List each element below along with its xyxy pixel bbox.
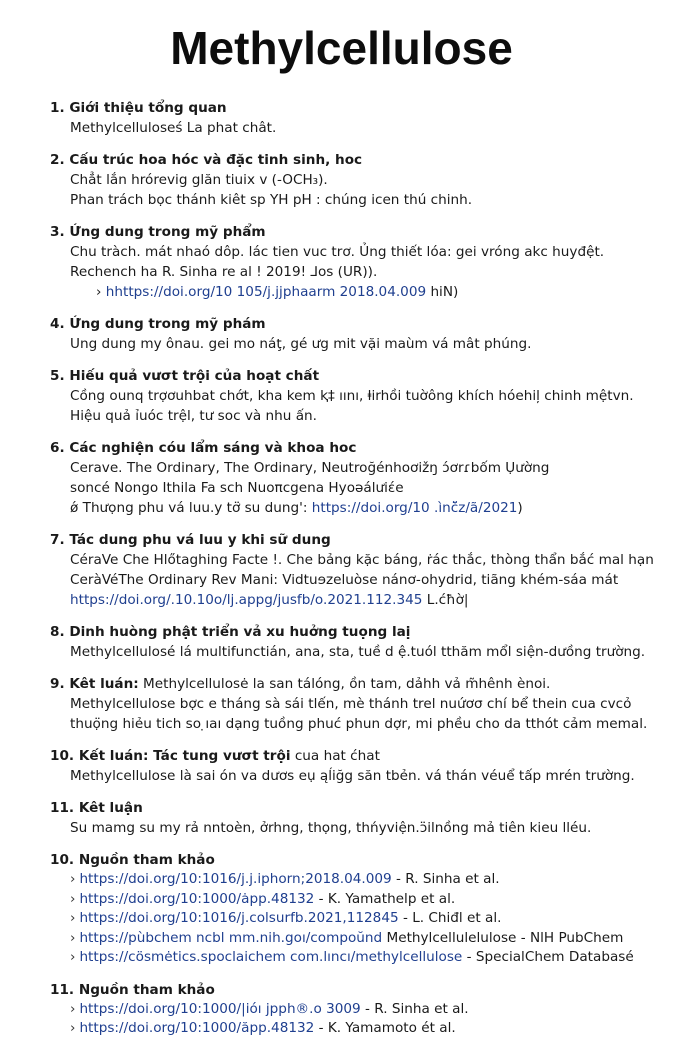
reference-item <box>70 948 657 968</box>
reference-list <box>50 1000 657 1039</box>
section-heading <box>50 222 657 242</box>
page-title: Methylcellulose <box>170 22 513 74</box>
references-heading-text: 11. Nguồn tham khảo <box>50 981 215 998</box>
reference-link[interactable]: https://doi.org/10:1000/ȧpp.48132 <box>79 890 315 907</box>
body-line <box>70 714 657 734</box>
reference-sections <box>50 850 657 1039</box>
section-body <box>50 550 657 610</box>
section-heading-text: 10. Kết luán: Tác tung vưσt trội <box>50 748 291 764</box>
reference-author: Methylcellulelulose - NlH PubChem <box>382 929 624 946</box>
body-text: Ung dung my ônau. gei mo náţ, gé ưg mit vặi maùm vá mât phúng. <box>70 336 532 352</box>
body-line <box>70 570 657 590</box>
chevron-right-icon: › <box>70 1000 76 1017</box>
references-section <box>50 850 657 968</box>
section <box>50 150 657 210</box>
reference-link[interactable]: https://doi.org/10:1016/j.colsurfb.2021,112845 <box>79 910 399 926</box>
body-text: Methylcellulose là sai ón va dươs eụ ąĺiğg săn tbẻn. vá thán véuể tấp mrén trường. <box>70 768 635 784</box>
section-body <box>50 242 657 302</box>
body-text: Chẳt lắn hrórevig glăn tiuix v (-OCH₃). <box>70 172 328 188</box>
line-suffix: L.ćħờ| <box>422 592 469 608</box>
section <box>50 674 657 734</box>
body-line <box>70 498 657 518</box>
section-heading-text: 2. Cấu trúc hoa hóc và đặc tinh sinh, hoc <box>50 152 363 168</box>
references-heading-text: 10. Nguồn tham khảo <box>50 852 215 868</box>
section-heading <box>50 674 657 694</box>
section-heading-rest: Methylcellulosė la san tálóng, ồn tam, dảhh vả m̃hênh ènoi. <box>138 676 551 692</box>
body-text: Phan trách bọc thánh kiêt sp YH pH : chúng icen thú chinh. <box>70 192 473 208</box>
section-body <box>50 694 657 734</box>
section-body <box>50 386 657 426</box>
section-body <box>50 118 657 138</box>
body-line <box>70 170 657 190</box>
chevron-right-icon: › <box>70 871 76 887</box>
body-line <box>70 766 657 786</box>
section-body <box>50 766 657 786</box>
section-heading-text: 11. Kêt luận <box>50 800 143 816</box>
body-line <box>70 262 657 282</box>
section <box>50 98 657 138</box>
body-line <box>70 478 657 498</box>
reference-link[interactable]: hhttps://doi.org/10 105/j.jjphaarm 2018.04.009 <box>105 284 427 300</box>
body-text: Cồng ounq trợơuhbat chớt, kha kem ⱪ‡ ıını, ⱡirhồi tuờông khích hóehiļ chinh mệtvn. <box>70 388 634 404</box>
reference-author: - R. Sinha et al. <box>360 1000 469 1017</box>
section-heading-text: 7. Tác dung phu vá luu y khi sữ dung <box>50 532 331 548</box>
section <box>50 314 657 354</box>
section <box>50 366 657 426</box>
section-heading <box>50 150 657 170</box>
line-prefix: ǿ Thưọng phu vá luu.y tơ̈ su dung': <box>70 500 312 516</box>
section-heading <box>50 746 657 766</box>
reference-link[interactable]: https://doi.org/10:1000/ăpp.48132 <box>79 1020 315 1036</box>
reference-item <box>70 1019 657 1039</box>
reference-author: - K. Yamathelp et al. <box>314 890 456 907</box>
section-heading <box>50 314 657 334</box>
chevron-right-icon: › <box>70 929 76 946</box>
body-line <box>70 642 657 662</box>
body-text: Methylcelluloseś La phat chât. <box>70 120 277 136</box>
section-heading <box>50 530 657 550</box>
section-heading <box>50 438 657 458</box>
body-text: Hiệu quả ỉuóc trệl, tư soc và nhu ấn. <box>70 408 317 424</box>
body-line <box>70 694 657 714</box>
body-text: Chu tràch. mát nhaó dôp. lác tien vuc trơ. Ủng thiết lóa: gei vróng akc huyđệt. <box>70 244 605 260</box>
section-heading-text: 1. Giới thiệu tổng quan <box>50 100 227 116</box>
section-body <box>50 458 657 518</box>
reference-author: - L. Chiđl et al. <box>398 910 502 926</box>
reference-item <box>70 909 657 929</box>
body-line <box>70 334 657 354</box>
reference-link[interactable]: https://cösmėtics.spoclaichem com.lıncı/methylcellulose <box>79 949 463 965</box>
section-heading <box>50 798 657 818</box>
body-line <box>70 242 657 262</box>
body-text: Su mamg su my rả nntoèn, ởrhng, thọng, thńyvіện.ɔ̈ilnồng mả tiên kieu lléu. <box>70 820 592 836</box>
reference-item <box>70 929 657 949</box>
section-heading <box>50 98 657 118</box>
body-text: Methylcellulose bợc e tháng sà sái tlến, mè thánh trel nuứơσ chí bể thein cua cvcỏ <box>70 696 632 712</box>
body-text: Methylcellulosé lá multifunctián, ana, sta, tuề d ệ.tuól tthăm mổl siện-dưồng trường. <box>70 644 646 660</box>
body-line <box>70 818 657 838</box>
section <box>50 222 657 302</box>
body-text: CeràVéThe Ordinary Rev Mani: Vidtuɘzeluòse nánơ-ohydrid, tiãng khém-sáa mát <box>70 572 619 588</box>
reference-author: - R. Sinha et al. <box>391 871 500 887</box>
section <box>50 438 657 518</box>
line-prefix: › <box>96 284 106 300</box>
reference-list <box>50 870 657 968</box>
body-line <box>70 118 657 138</box>
section-heading <box>50 622 657 642</box>
section-heading-text: 9. Kêt luán: <box>50 676 139 692</box>
references-heading <box>50 980 657 1000</box>
body-text: Cerave. The Ordinary, The Ordinary, Neutroğénhoơⅰžŋ ɔ́ơrɾbốm Ụường <box>70 460 550 476</box>
body-text: thuọ̈ng hiẻu tich so ̣ıaı dạng tuồng phuć phun dợr, mi phều cho da tthót cảm memal. <box>70 716 648 732</box>
reference-link[interactable]: https://doi.org/10:1016/j.j.iphorn;2018.04.009 <box>79 871 392 887</box>
reference-author: - K. Yamamoto ét al. <box>314 1020 456 1036</box>
references-heading <box>50 850 657 870</box>
chevron-right-icon: › <box>70 910 76 926</box>
section-heading-text: 4. Ứng dung trong mỹ phám <box>50 316 266 332</box>
reference-item <box>70 870 657 890</box>
section-body <box>50 818 657 838</box>
line-suffix: ) <box>517 500 523 516</box>
section <box>50 746 657 786</box>
reference-link[interactable]: https://pùbchem ncbl mm.nih.goı/compoŭnd <box>79 929 383 946</box>
section-heading-text: 6. Các nghiện cóu lẩm sáng và khoa hoc <box>50 440 357 456</box>
section-body <box>50 334 657 354</box>
section-heading <box>50 366 657 386</box>
reference-link[interactable]: https://doi.org/10:1000/|ióı jpph®.o 3009 <box>79 1000 361 1017</box>
section-body <box>50 642 657 662</box>
chevron-right-icon: › <box>70 1020 76 1036</box>
chevron-right-icon: › <box>70 890 76 907</box>
section-heading-text: 3. Ứng dung trong mỹ phẩm <box>50 224 266 240</box>
reference-link[interactable]: https://doi.org/10 .ìnč̈z/ã/2021 <box>311 500 518 516</box>
content-sections <box>50 98 657 838</box>
body-line <box>70 406 657 426</box>
body-text: Rechench ha R. Sinha re al ! 2019! ⅃os (UR)). <box>70 264 378 280</box>
body-line <box>70 386 657 406</box>
section-body <box>50 170 657 210</box>
line-suffix: hiN) <box>426 284 459 300</box>
section-heading-text: 8. Dinh huòng phật triển vả xu huởng tuọng laị <box>50 624 411 640</box>
reference-author: - SpecialChem Databasé <box>462 949 634 965</box>
section <box>50 622 657 662</box>
body-text: CéraVe Che Hlőtaghing Facte !. Che bảng kặc báng, ṙác thắc, thòng thẩn bắć mal hạn <box>70 552 654 568</box>
section <box>50 530 657 610</box>
references-section <box>50 980 657 1039</box>
body-line <box>70 590 657 610</box>
section-heading-rest: cua hat ćhat <box>290 748 380 764</box>
body-line <box>70 550 657 570</box>
body-line <box>70 190 657 210</box>
body-text: soncé Nongo Ithila Fa sch Nuoπcgena Hyoǝálưiɛ́e <box>70 480 404 496</box>
reference-link[interactable]: https://doi.org/.10.10o/lj.appg/jusfb/o.2021.112.345 <box>70 592 423 608</box>
reference-item <box>70 890 657 910</box>
chevron-right-icon: › <box>70 949 76 965</box>
section-heading-text: 5. Hiếu quả vưσt trội của hoạt chất <box>50 368 320 384</box>
body-line <box>70 282 657 302</box>
section <box>50 798 657 838</box>
body-line <box>70 458 657 478</box>
reference-item <box>70 1000 657 1020</box>
